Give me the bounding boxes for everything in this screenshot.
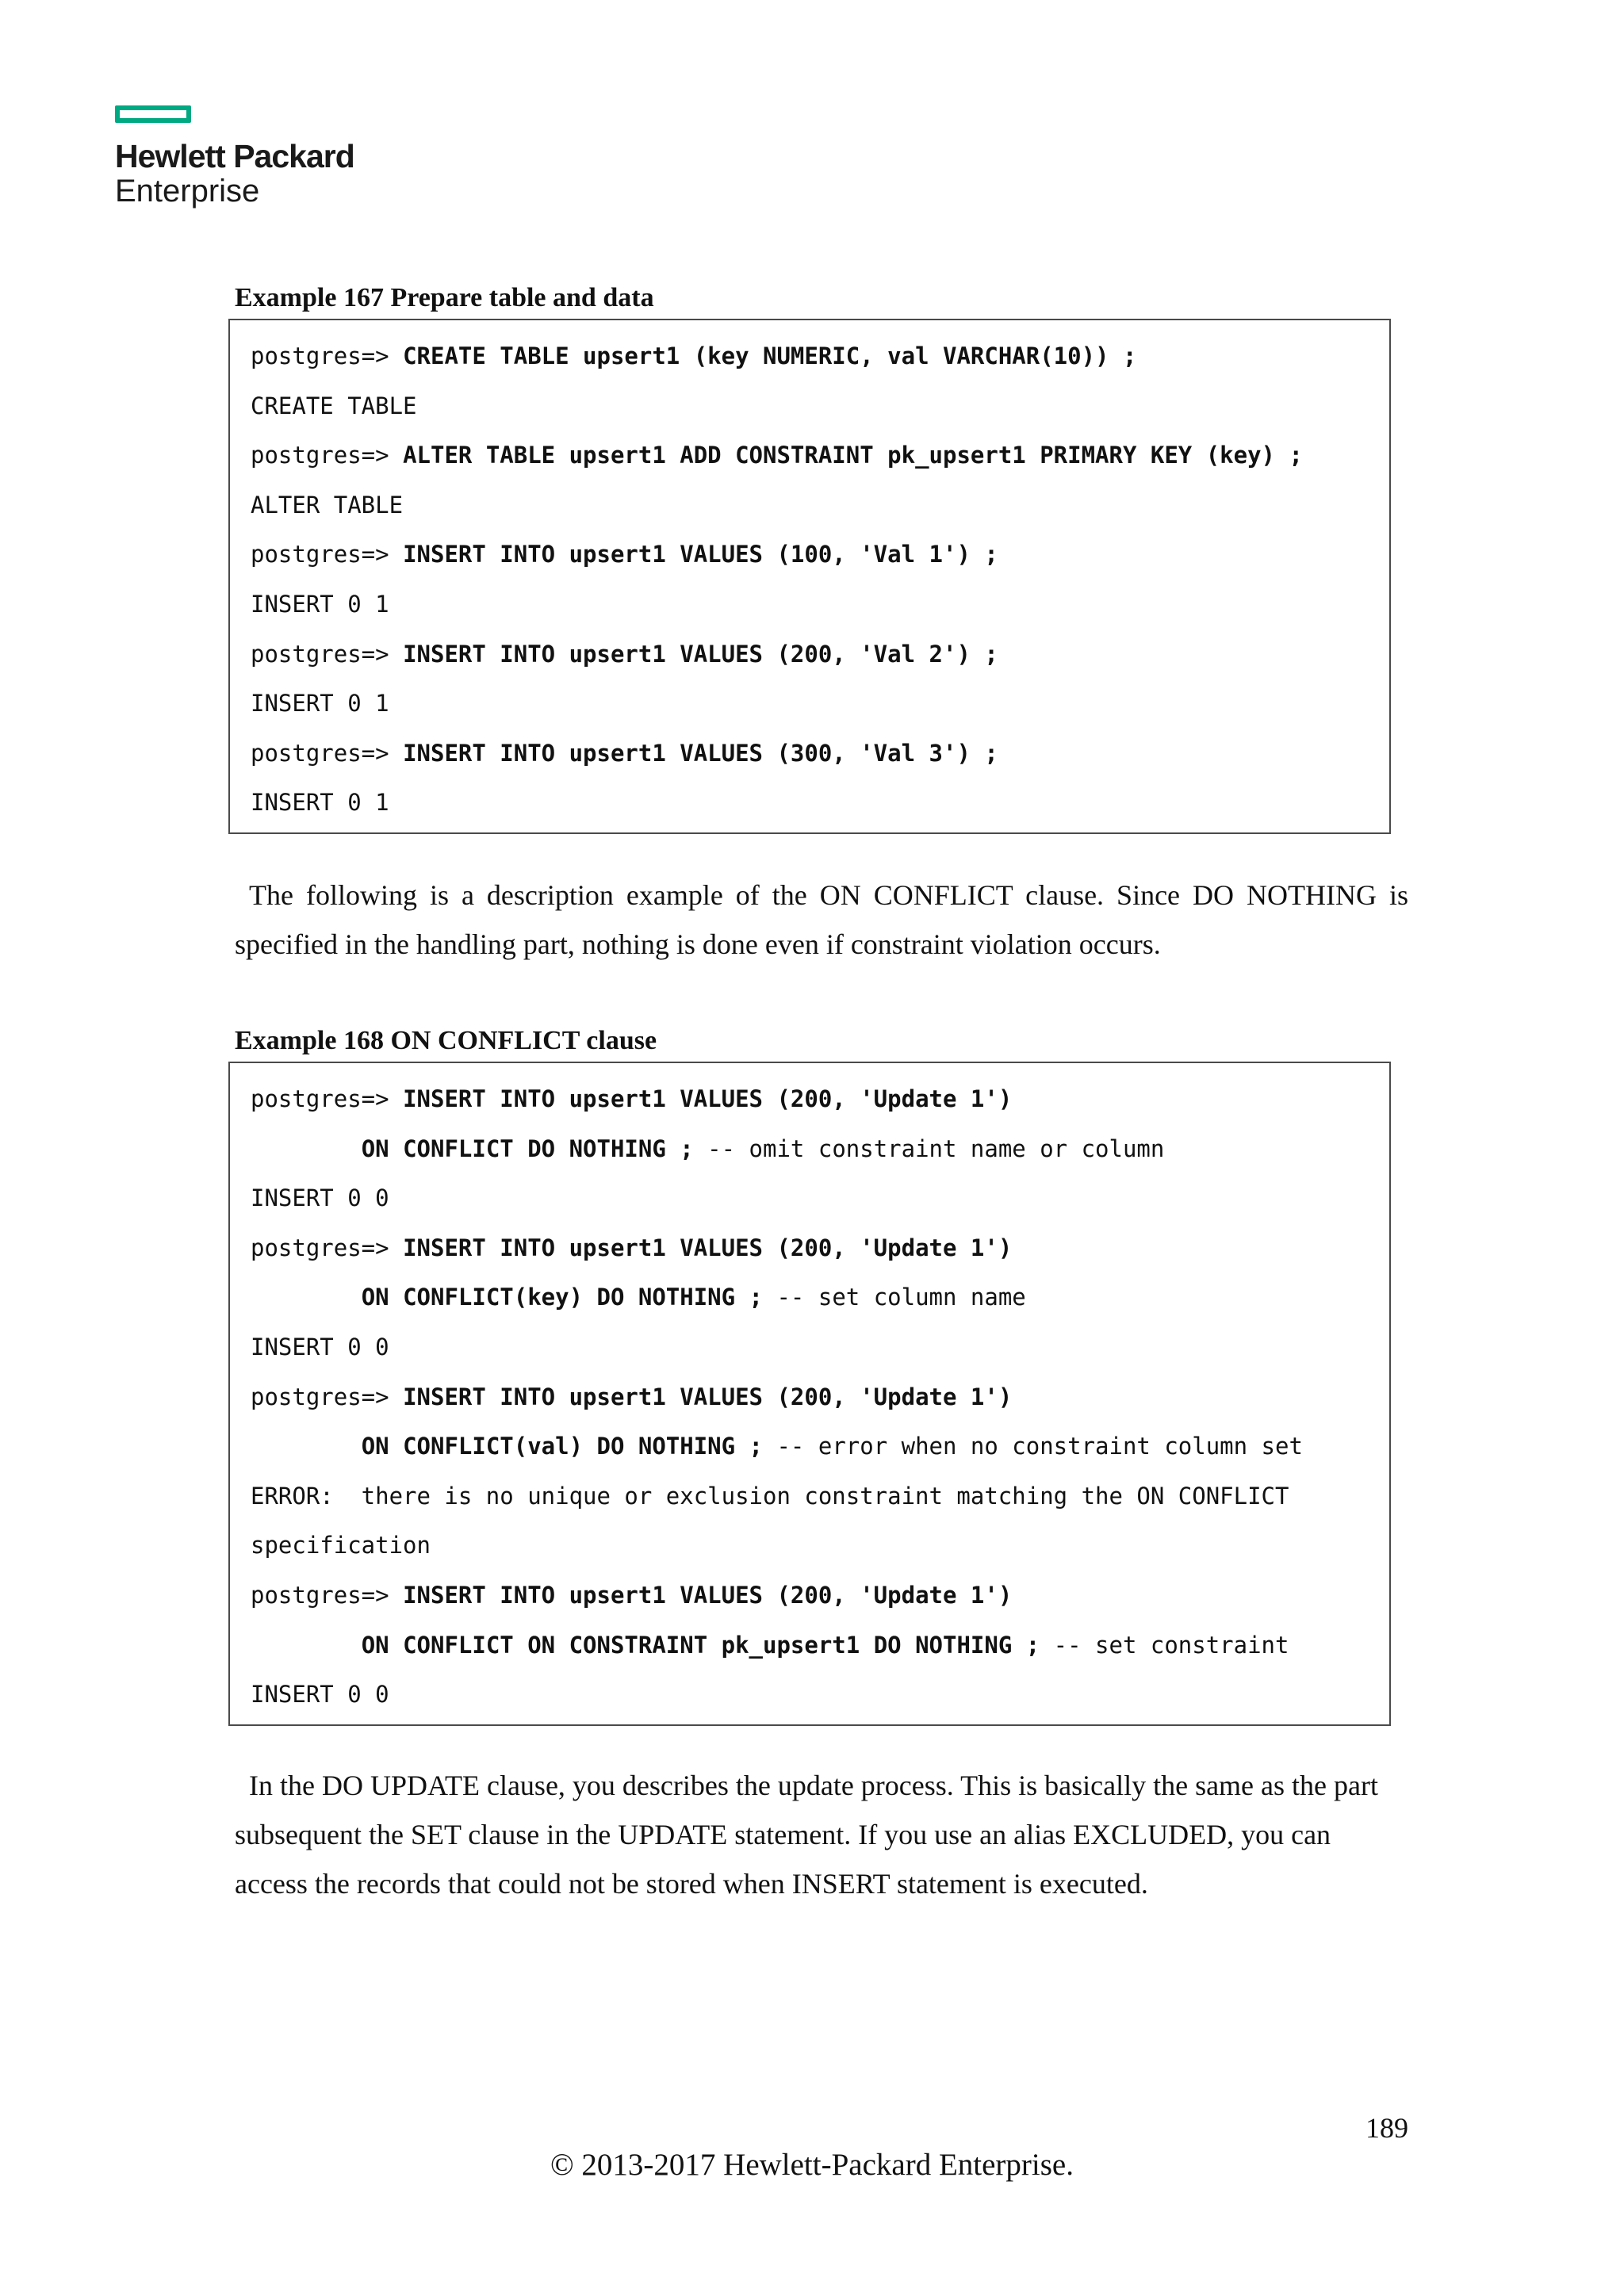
- code-command: INSERT INTO upsert1 VALUES (200, 'Update 1'): [403, 1085, 1013, 1112]
- code-command: INSERT INTO upsert1 VALUES (200, 'Update 1'): [403, 1383, 1013, 1410]
- code-text: specification: [251, 1532, 431, 1559]
- code-command: ON CONFLICT(key) DO NOTHING ;: [361, 1284, 764, 1311]
- code-command: CREATE TABLE upsert1 (key NUMERIC, val VARCHAR(10)) ;: [403, 342, 1137, 369]
- code-line: [251, 534, 1389, 584]
- code-text: CREATE TABLE: [251, 392, 417, 419]
- code-text: INSERT 0 1: [251, 690, 389, 718]
- code-line: [251, 386, 1389, 436]
- code-command: ALTER TABLE upsert1 ADD CONSTRAINT pk_upsert1 PRIMARY KEY (key) ;: [403, 442, 1303, 469]
- code-line: [251, 1575, 1389, 1625]
- code-text: -- set column name: [763, 1284, 1026, 1311]
- code-line: [251, 1178, 1389, 1228]
- code-line: [251, 485, 1389, 535]
- code-text: postgres=>: [251, 739, 404, 767]
- code-command: ON CONFLICT ON CONSTRAINT pk_upsert1 DO NOTHING ;: [361, 1631, 1040, 1659]
- code-line: [251, 1079, 1389, 1129]
- code-line: [251, 1674, 1389, 1724]
- code-line: [251, 1327, 1389, 1377]
- code-text: postgres=>: [251, 1085, 404, 1112]
- code-text: postgres=>: [251, 1581, 404, 1609]
- example-168-caption: Example 168 ON CONFLICT clause: [235, 1026, 657, 1055]
- code-command: INSERT INTO upsert1 VALUES (300, 'Val 3') ;: [403, 739, 998, 767]
- code-text: [251, 1135, 362, 1162]
- code-text: [251, 1433, 362, 1460]
- code-text: -- set constraint: [1040, 1631, 1289, 1659]
- code-text: ALTER TABLE: [251, 491, 404, 519]
- code-line: [251, 1625, 1389, 1675]
- code-line: [251, 435, 1389, 485]
- code-line: [251, 584, 1389, 634]
- hpe-logo-mark: [115, 105, 191, 123]
- code-line: [251, 783, 1389, 832]
- code-command: INSERT INTO upsert1 VALUES (100, 'Val 1') ;: [403, 541, 998, 568]
- code-text: postgres=>: [251, 1234, 404, 1261]
- code-text: postgres=>: [251, 342, 404, 369]
- code-text: INSERT 0 0: [251, 1184, 389, 1212]
- paragraph-on-conflict-intro: The following is a description example of the ON CONFLICT clause. Since DO NOTHING is specified in the handling part, nothing is done even if constraint violation occurs.: [235, 879, 1408, 960]
- code-text: postgres=>: [251, 1383, 404, 1410]
- code-text: postgres=>: [251, 640, 404, 668]
- example-168-code-block: [228, 1062, 1391, 1726]
- example-167-caption: Example 167 Prepare table and data: [235, 283, 654, 312]
- code-command: INSERT INTO upsert1 VALUES (200, 'Update 1'): [403, 1581, 1013, 1609]
- code-text: -- error when no constraint column set: [763, 1433, 1303, 1460]
- code-line: [251, 733, 1389, 783]
- page-number: 189: [1365, 2112, 1408, 2144]
- paragraph-do-update: In the DO UPDATE clause, you describes the update process. This is basically the same as the part subsequent the SET clause in the UPDATE statement. If you use an alias EXCLUDED, you can access the records that could not be stored when INSERT statement is executed.: [235, 1770, 1378, 1900]
- code-text: [251, 1284, 362, 1311]
- code-line: [251, 1129, 1389, 1179]
- code-line: [251, 1476, 1389, 1526]
- code-line: [251, 1377, 1389, 1427]
- code-line: [251, 683, 1389, 733]
- logo-text-line2: Enterprise: [115, 174, 260, 209]
- hpe-logo: [115, 105, 354, 209]
- code-text: INSERT 0 1: [251, 789, 389, 817]
- code-line: [251, 1525, 1389, 1575]
- code-text: INSERT 0 1: [251, 590, 389, 618]
- code-line: [251, 1277, 1389, 1327]
- code-text: ERROR: there is no unique or exclusion constraint matching the ON CONFLICT: [251, 1482, 1289, 1510]
- code-line: [251, 336, 1389, 386]
- code-lines: [251, 1079, 1389, 1724]
- code-lines: [251, 336, 1389, 832]
- code-command: INSERT INTO upsert1 VALUES (200, 'Update 1'): [403, 1234, 1013, 1261]
- code-command: ON CONFLICT(val) DO NOTHING ;: [361, 1433, 764, 1460]
- code-text: postgres=>: [251, 541, 404, 568]
- code-command: INSERT INTO upsert1 VALUES (200, 'Val 2') ;: [403, 640, 998, 668]
- code-line: [251, 1426, 1389, 1476]
- example-167-code-block: [228, 319, 1391, 834]
- code-text: INSERT 0 0: [251, 1333, 389, 1360]
- code-text: INSERT 0 0: [251, 1681, 389, 1709]
- logo-text-line1: Hewlett Packard: [115, 138, 354, 174]
- copyright-footer: © 2013-2017 Hewlett-Packard Enterprise.: [550, 2148, 1074, 2182]
- code-text: -- omit constraint name or column: [693, 1135, 1165, 1162]
- code-text: [251, 1632, 362, 1659]
- code-line: [251, 634, 1389, 684]
- code-line: [251, 1228, 1389, 1278]
- code-text: postgres=>: [251, 442, 404, 469]
- code-command: ON CONFLICT DO NOTHING ;: [361, 1135, 694, 1162]
